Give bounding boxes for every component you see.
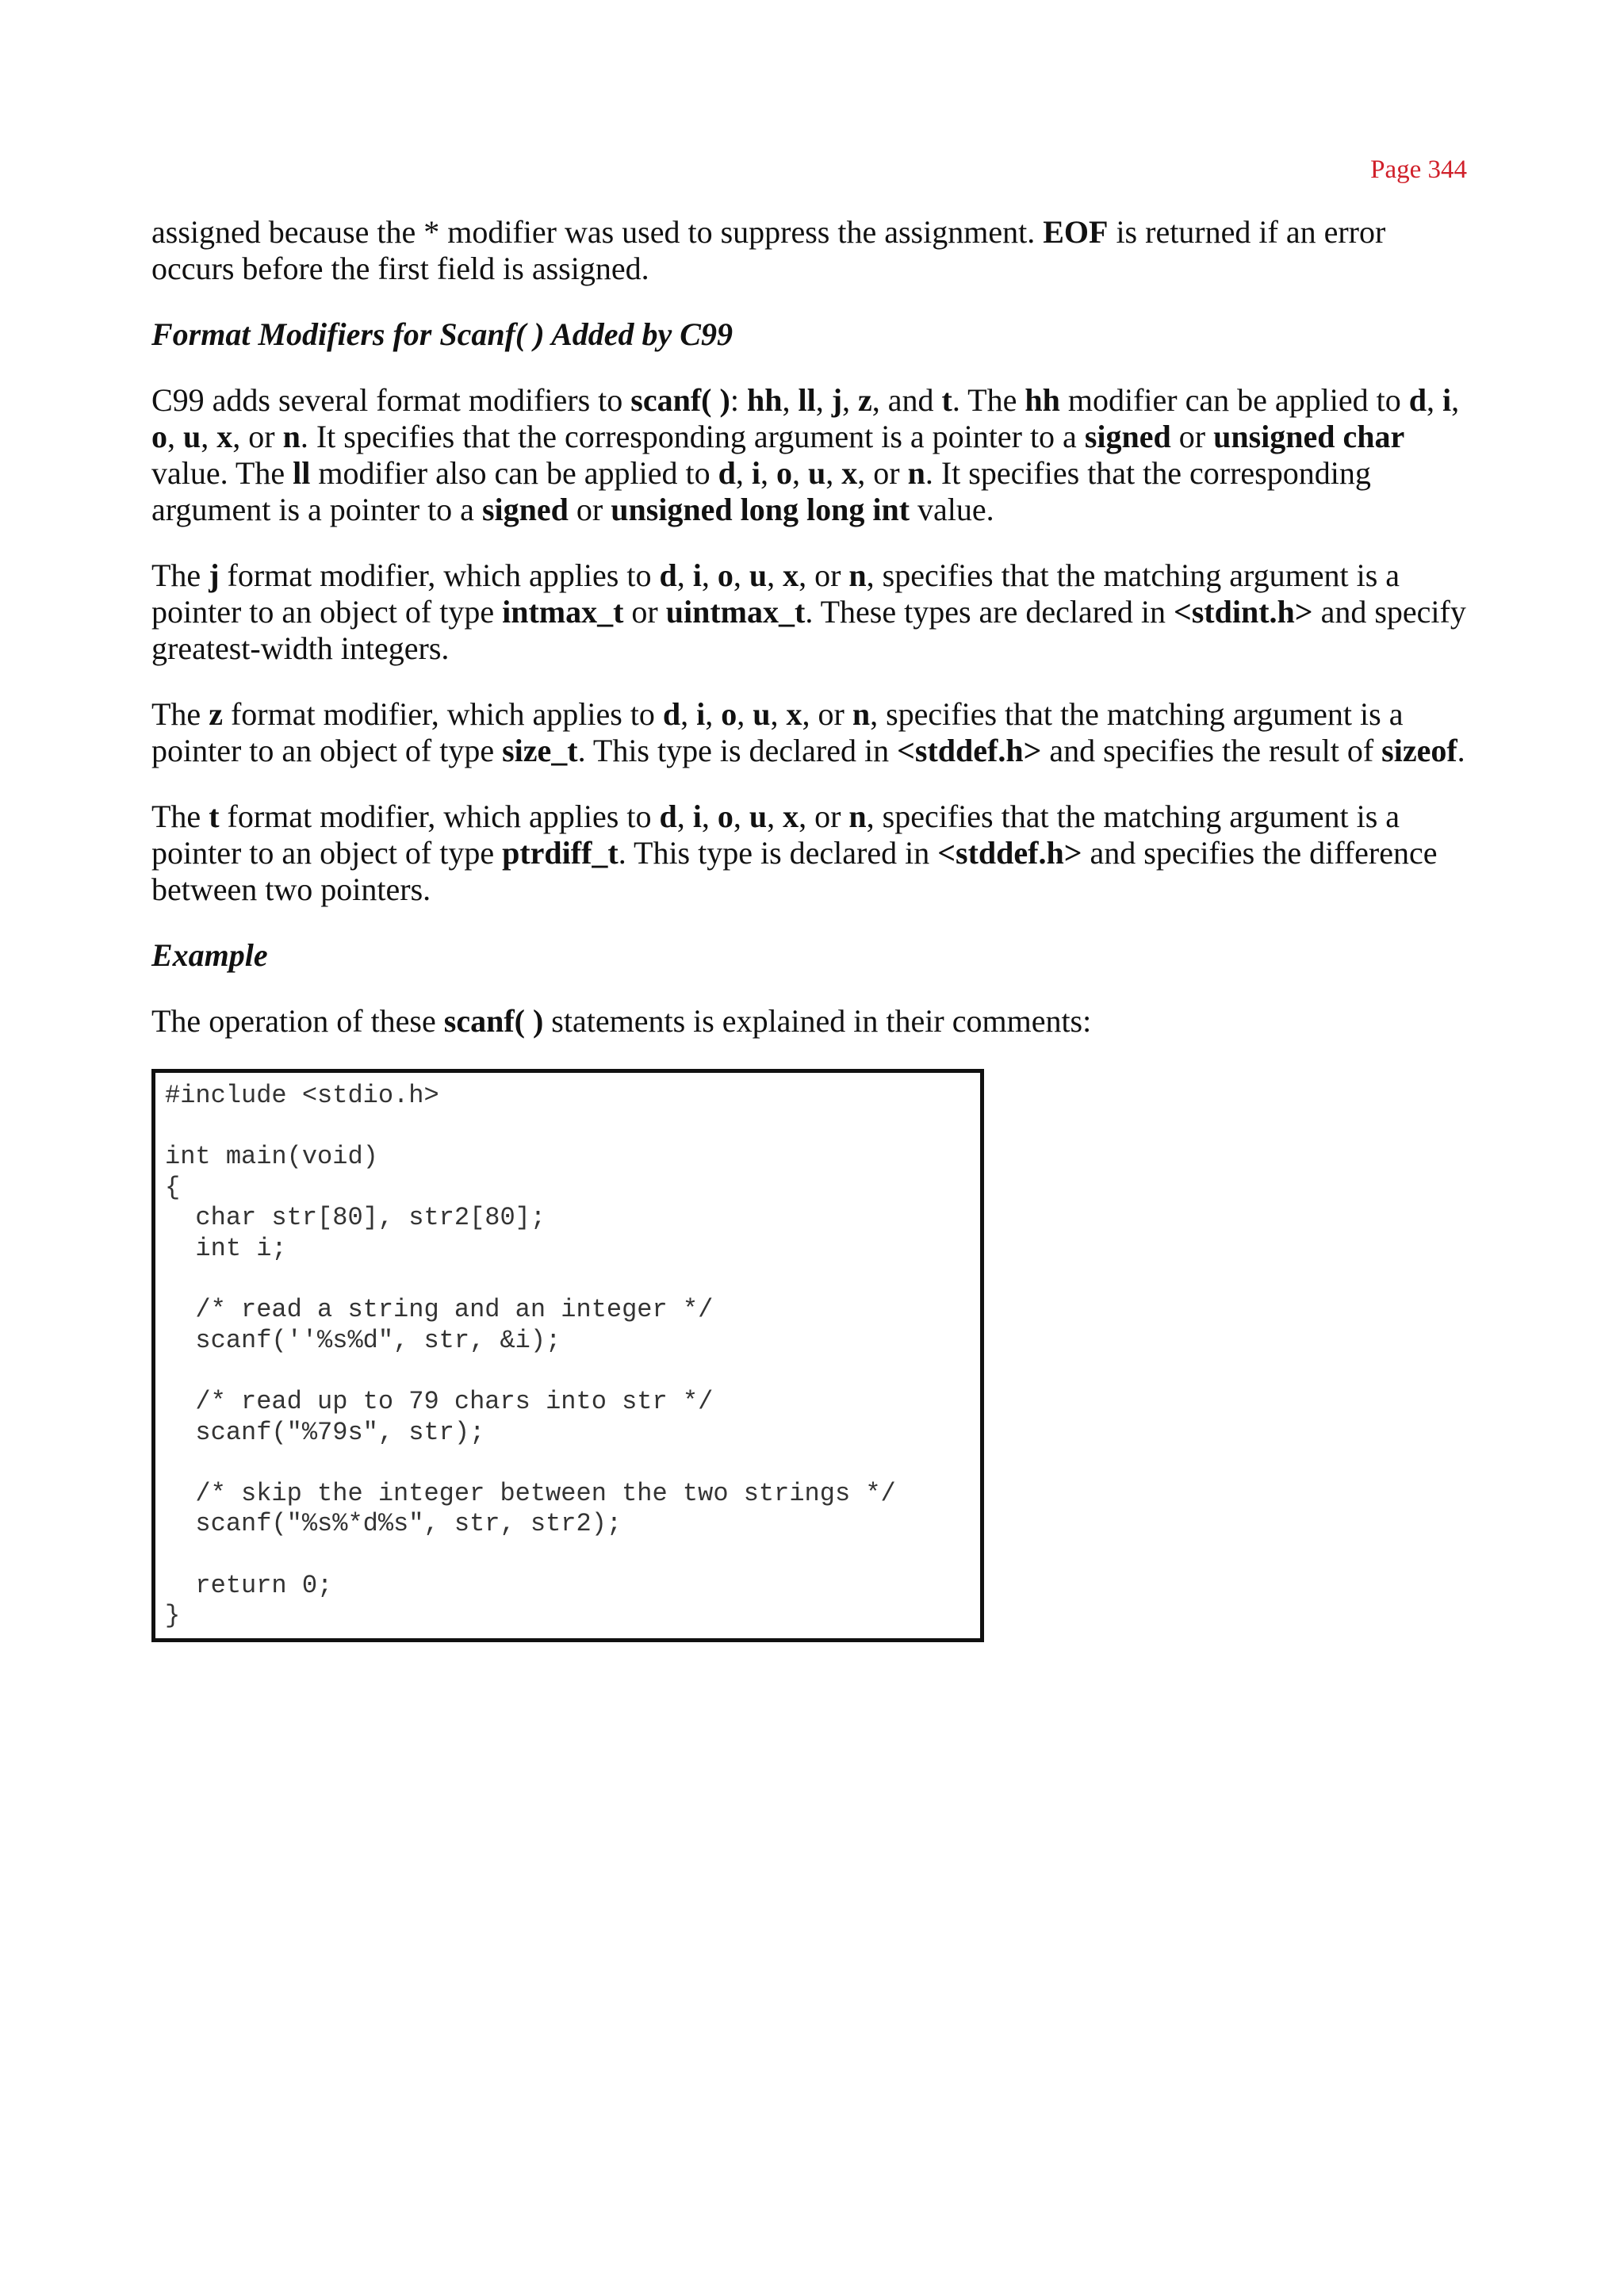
- text-run: ,: [760, 455, 776, 491]
- bold-term: i: [751, 455, 760, 491]
- bold-term: size_t: [502, 733, 578, 768]
- paragraph-eof-note: [151, 214, 1468, 287]
- bold-term: x: [841, 455, 858, 491]
- bold-term: d: [659, 557, 677, 593]
- code-listing-box: [151, 1069, 984, 1642]
- bold-term: EOF: [1043, 214, 1109, 250]
- bold-term: <stddef.h>: [897, 733, 1042, 768]
- bold-term: ptrdiff_t: [502, 835, 619, 871]
- bold-term: signed: [1084, 419, 1171, 454]
- text-run: ,: [733, 798, 749, 834]
- bold-term: d: [1408, 382, 1427, 418]
- text-run: The: [151, 557, 209, 593]
- text-run: The: [151, 696, 209, 732]
- paragraph-t-modifier: [151, 798, 1468, 908]
- text-run: , specifies that the matching argument is a pointer to an object of type: [151, 798, 1400, 871]
- bold-term: u: [183, 419, 201, 454]
- bold-term: i: [1442, 382, 1452, 418]
- text-run: and specify greatest-width integers.: [151, 594, 1466, 666]
- text-run: ,: [1451, 382, 1460, 418]
- text-run: . This type is declared in: [577, 733, 898, 768]
- text-run: ,: [770, 696, 787, 732]
- text-run: statements is explained in their comments:: [543, 1003, 1092, 1039]
- bold-term: z: [209, 696, 223, 732]
- code-listing: #include <stdio.h> int main(void) { char str[80], str2[80]; int i; /* read a string and an integer */ scanf(''%s%d", str, &i); /* read up to 79 chars into str */ scanf("%79s", str); /* skip the integer between the two strings */ scanf("%s%*d%s", str, str2); return 0; }: [165, 1081, 896, 1631]
- bold-term: intmax_t: [502, 594, 624, 630]
- bold-term: hh: [746, 382, 783, 418]
- bold-term: o: [151, 419, 167, 454]
- bold-term: u: [749, 557, 768, 593]
- bold-term: t: [941, 382, 952, 418]
- bold-term: scanf( ): [630, 382, 730, 418]
- bold-term: unsigned long long int: [611, 492, 910, 527]
- bold-term: o: [776, 455, 792, 491]
- text-run: ,: [782, 382, 799, 418]
- bold-term: n: [282, 419, 301, 454]
- paragraph-j-modifier: [151, 557, 1468, 667]
- text-run: value.: [910, 492, 994, 527]
- heading-example: Example: [151, 937, 268, 973]
- bold-term: scanf( ): [443, 1003, 544, 1039]
- text-run: , or: [799, 798, 849, 834]
- bold-term: <stddef.h>: [937, 835, 1082, 871]
- bold-term: u: [753, 696, 771, 732]
- text-run: ,: [705, 696, 722, 732]
- bold-term: x: [216, 419, 233, 454]
- bold-term: d: [662, 696, 681, 732]
- text-run: ,: [767, 798, 783, 834]
- bold-term: i: [692, 557, 702, 593]
- bold-term: x: [783, 557, 799, 593]
- bold-term: j: [209, 557, 220, 593]
- bold-term: n: [848, 557, 867, 593]
- bold-term: n: [852, 696, 871, 732]
- bold-term: hh: [1025, 382, 1060, 418]
- text-run: , or: [799, 557, 849, 593]
- text-run: modifier also can be applied to: [310, 455, 718, 491]
- bold-term: t: [209, 798, 220, 834]
- text-run: . The: [952, 382, 1025, 418]
- bold-term: u: [807, 455, 826, 491]
- text-run: , or: [232, 419, 283, 454]
- bold-term: signed: [481, 492, 569, 527]
- bold-term: uintmax_t: [665, 594, 806, 630]
- bold-term: ll: [293, 455, 311, 491]
- paragraph-c99-modifiers: [151, 382, 1468, 528]
- page-number: Page 344: [1370, 155, 1467, 184]
- text-run: format modifier, which applies to: [219, 798, 660, 834]
- text-run: .: [1457, 733, 1465, 768]
- paragraph-z-modifier: [151, 696, 1468, 769]
- text-run: ,: [737, 696, 753, 732]
- bold-term: i: [696, 696, 706, 732]
- text-run: ,: [680, 696, 697, 732]
- bold-term: n: [907, 455, 925, 491]
- text-run: ,: [825, 455, 842, 491]
- text-run: ,: [735, 455, 752, 491]
- text-run: or: [568, 492, 611, 527]
- bold-term: i: [692, 798, 702, 834]
- text-run: , specifies that the matching argument is a pointer to an object of type: [151, 557, 1400, 630]
- text-run: modifier can be applied to: [1059, 382, 1409, 418]
- bold-term: d: [659, 798, 677, 834]
- bold-term: u: [749, 798, 768, 834]
- text-run: ,: [676, 557, 693, 593]
- text-run: . It specifies that the corresponding argument is a pointer to a: [151, 455, 1371, 527]
- text-run: ,: [167, 419, 183, 454]
- heading-format-modifiers: Format Modifiers for Scanf( ) Added by C99: [151, 316, 733, 352]
- bold-term: d: [718, 455, 736, 491]
- text-run: ,: [767, 557, 783, 593]
- text-run: is returned if an error occurs before the first field is assigned.: [151, 214, 1386, 286]
- text-run: The: [151, 798, 209, 834]
- bold-term: o: [717, 798, 733, 834]
- text-run: , or: [857, 455, 908, 491]
- text-run: , specifies that the matching argument is a pointer to an object of type: [151, 696, 1404, 768]
- text-run: . This type is declared in: [618, 835, 938, 871]
- text-run: ,: [201, 419, 217, 454]
- bold-term: unsigned char: [1213, 419, 1405, 454]
- text-run: ,: [842, 382, 859, 418]
- text-run: format modifier, which applies to: [219, 557, 660, 593]
- bold-term: x: [786, 696, 802, 732]
- text-run: format modifier, which applies to: [222, 696, 663, 732]
- bold-term: sizeof: [1381, 733, 1457, 768]
- text-run: , or: [802, 696, 852, 732]
- text-run: ,: [676, 798, 693, 834]
- text-run: ,: [701, 798, 718, 834]
- text-run: C99 adds several format modifiers to: [151, 382, 631, 418]
- text-run: ,: [1426, 382, 1442, 418]
- document-body: [151, 214, 1468, 1642]
- text-run: The operation of these: [151, 1003, 444, 1039]
- text-run: value. The: [151, 455, 293, 491]
- bold-term: o: [717, 557, 733, 593]
- text-run: or: [1170, 419, 1214, 454]
- text-run: . It specifies that the corresponding argument is a pointer to a: [300, 419, 1085, 454]
- bold-term: n: [848, 798, 867, 834]
- text-run: and specifies the difference between two pointers.: [151, 835, 1438, 907]
- text-run: ,: [701, 557, 718, 593]
- bold-term: o: [721, 696, 737, 732]
- text-run: ,: [791, 455, 808, 491]
- text-run: ,: [815, 382, 832, 418]
- bold-term: z: [858, 382, 872, 418]
- bold-term: j: [831, 382, 843, 418]
- bold-term: <stdint.h>: [1173, 594, 1313, 630]
- text-run: . These types are declared in: [805, 594, 1174, 630]
- text-run: or: [623, 594, 666, 630]
- text-run: and specifies the result of: [1041, 733, 1382, 768]
- text-run: ,: [733, 557, 749, 593]
- bold-term: x: [783, 798, 799, 834]
- text-run: , and: [871, 382, 942, 418]
- text-run: :: [730, 382, 747, 418]
- bold-term: ll: [798, 382, 816, 418]
- paragraph-example-intro: [151, 1003, 1468, 1040]
- text-run: assigned because the * modifier was used to suppress the assignment.: [151, 214, 1044, 250]
